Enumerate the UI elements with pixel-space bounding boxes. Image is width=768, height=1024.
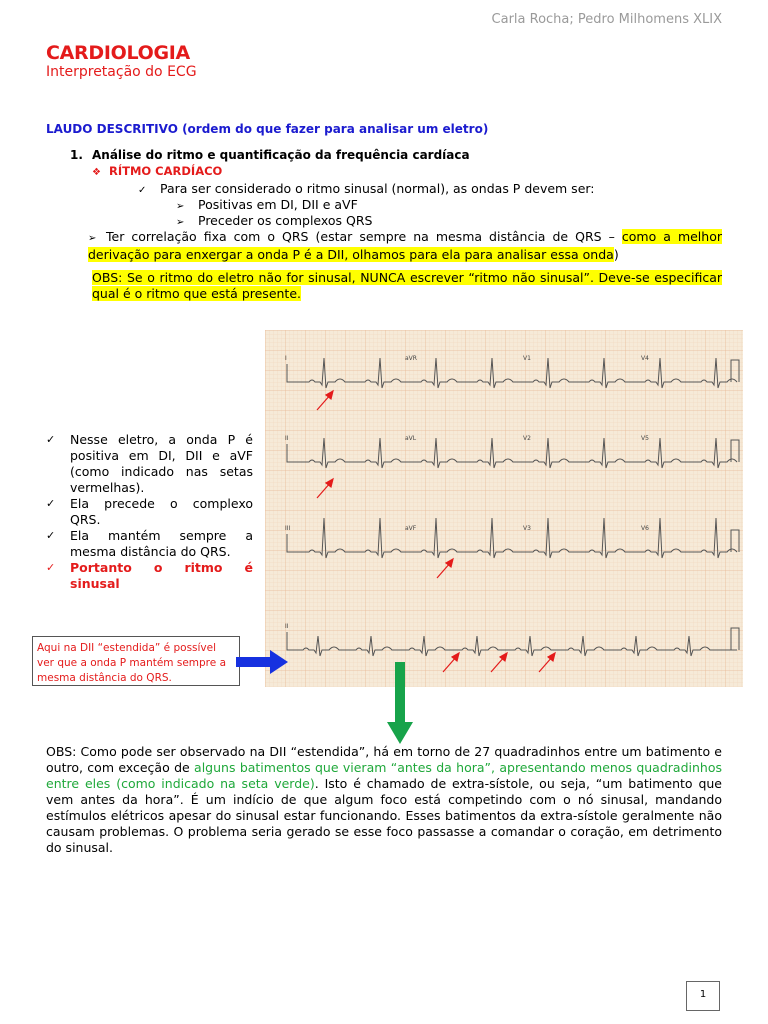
green-arrow-icon [386,662,414,746]
check-icon: ✓ [46,497,56,510]
callout-box: Aqui na DII “estendida” é possível ver que a onda P mantém sempre a mesma distância do QRS. [32,636,240,686]
ecg-image [265,330,743,687]
check-icon: ✓ [46,561,56,574]
left-observation-list [46,432,253,592]
ecg-lead-label: III [285,525,291,532]
ecg-lead-label: V1 [523,355,531,362]
ecg-trace [265,330,743,687]
page-subtitle: Interpretação do ECG [46,64,197,80]
check-icon: ✓ [138,185,147,196]
obs-note-1 [92,270,722,302]
list-item [46,528,253,560]
document-header-authors: Carla Rocha; Pedro Milhomens XLIX [491,12,722,27]
sinusal-condition-text: Para ser considerado o ritmo sinusal (normal), as ondas P devem ser: [160,181,595,196]
check-icon: ✓ [46,433,56,446]
condition-item [176,197,358,212]
ritmo-heading [92,164,222,178]
ecg-lead-label: V4 [641,355,649,362]
ecg-lead-label: aVR [405,355,417,362]
ecg-lead-label: V5 [641,435,649,442]
section-heading: LAUDO DESCRITIVO (ordem do que fazer para analisar um eletro) [46,122,489,136]
condition-text: Positivas em DI, DII e aVF [198,197,358,212]
list-item-text: Nesse eletro, a onda P é positiva em DI, DII e aVF (como indicado nas setas vermelhas). [70,432,253,495]
ecg-lead-label: aVL [405,435,417,442]
item-text: Análise do ritmo e quantificação da frequência cardíaca [92,148,470,162]
obs-note-2 [46,744,722,856]
obs-note-2-text-end: . Isto é chamado de extra-sístole, ou seja, “um batimento que vem antes da hora”. É um indício de que algum foco está competindo com o nó sinusal, mandando estímulos elétricos apesar do sinusal estar funcionando. Esses batimentos da extra-sístole geralmente não causam problemas. O problema seria gerado se esse foco passasse a comandar o coração, em detrimento do sinusal. [46,776,722,855]
ecg-lead-label: V2 [523,435,531,442]
arrow-bullet-icon: ➢ [88,233,97,244]
check-icon: ✓ [46,529,56,542]
diamond-bullet-icon: ❖ [92,167,101,178]
list-item-text: Ela mantém sempre a mesma distância do QRS. [70,528,253,559]
page-number: 1 [686,981,720,1011]
ecg-lead-label: II [285,623,289,630]
sinusal-condition [138,181,595,196]
conclusion-text: Portanto o ritmo é sinusal [70,560,253,591]
correlation-end: ) [613,247,619,262]
correlation-paragraph [88,229,722,263]
ecg-lead-label: aVF [405,525,417,532]
page-title: CARDIOLOGIA [46,42,190,64]
arrow-bullet-icon: ➢ [176,217,185,228]
obs-note-1-text: OBS: Se o ritmo do eletro não for sinusal, NUNCA escrever “ritmo não sinusal”. Deve-se especificar qual é o ritmo que está presente. [92,270,722,301]
condition-item [176,213,373,228]
obs-note-2-text: OBS: Como pode ser observado na DII “estendida”, há em torno de 27 quadradinhos entre um batimento e outro, com exceção de [46,744,722,775]
ecg-lead-label: V3 [523,525,531,532]
list-item-text: Ela precede o complexo QRS. [70,496,253,527]
blue-arrow-icon [236,648,290,676]
ecg-lead-label: II [285,435,289,442]
correlation-text: Ter correlação fixa com o QRS (estar sempre na mesma distância de QRS – [106,229,622,244]
correlation-highlight: como a melhor derivação para enxergar a onda P é a DII, olhamos para ela para analisar essa onda [88,229,722,262]
condition-text: Preceder os complexos QRS [198,213,373,228]
ecg-lead-label: I [285,355,287,362]
obs-note-2-green-text: alguns batimentos que vieram “antes da hora”, apresentando menos quadradinhos entre eles (como indicado na seta verde) [46,760,722,791]
list-item [46,432,253,496]
list-item [46,496,253,528]
item-number: 1. [70,148,83,162]
ritmo-heading-text: RÍTMO CARDÍACO [108,164,223,178]
ecg-lead-label: V6 [641,525,649,532]
arrow-bullet-icon: ➢ [176,201,185,212]
numbered-item-1 [70,148,470,162]
list-item-conclusion [46,560,253,592]
